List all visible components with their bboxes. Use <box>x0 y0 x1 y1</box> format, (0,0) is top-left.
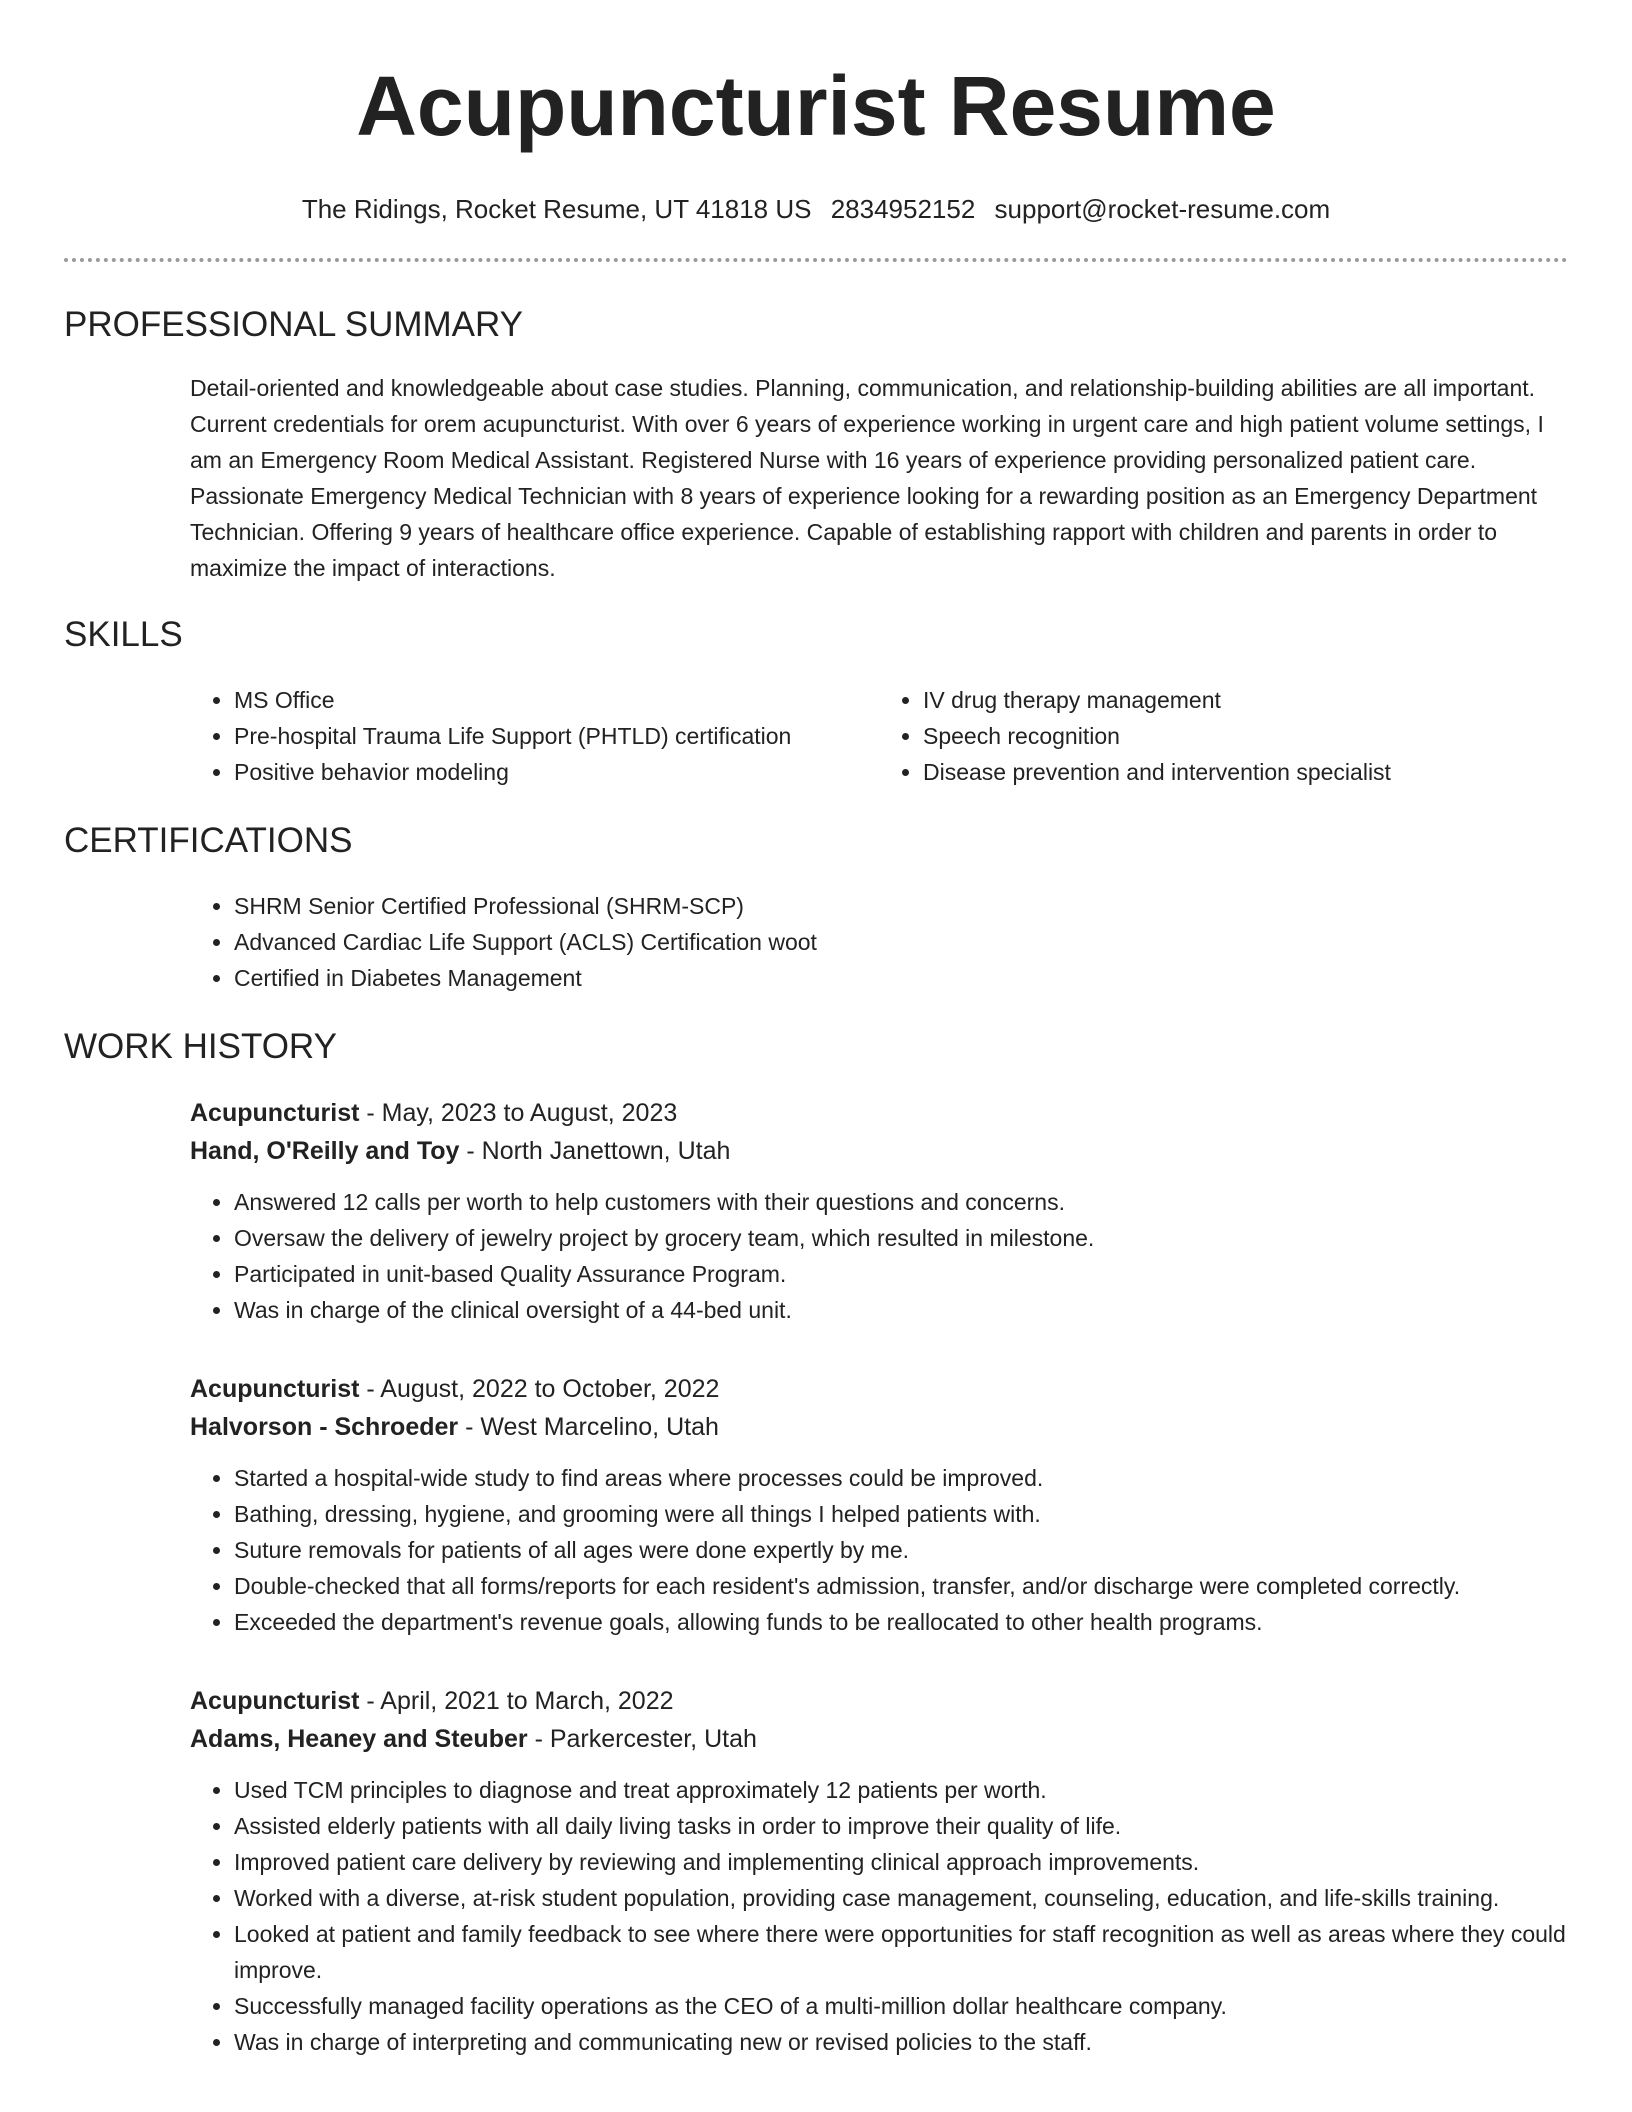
job-dates: - August, 2022 to October, 2022 <box>359 1375 720 1403</box>
contact-address: The Ridings, Rocket Resume, UT 41818 US <box>301 194 812 224</box>
job-bullet: • Worked with a diverse, at-risk student population, providing case management, counseling, education, and life-skills training. <box>234 1880 1568 1916</box>
job-bullet: • Suture removals for patients of all ages were done expertly by me. <box>234 1532 1568 1568</box>
certification-item: • SHRM Senior Certified Professional (SHRM-SCP) <box>234 888 1568 924</box>
job-bullet: • Answered 12 calls per worth to help customers with their questions and concerns. <box>234 1184 1568 1220</box>
section-heading-work-history: WORK HISTORY <box>64 1027 337 1066</box>
contact-email: support@rocket-resume.com <box>994 194 1331 224</box>
job-location: - Parkercester, Utah <box>527 1725 757 1753</box>
job-company: Adams, Heaney and Steuber <box>190 1725 528 1753</box>
certifications-section <box>64 820 1568 996</box>
job-location: - West Marcelino, Utah <box>458 1413 719 1441</box>
job-role: Acupuncturist <box>190 1375 360 1403</box>
header-divider <box>64 258 1568 262</box>
section-heading-skills: SKILLS <box>64 615 183 654</box>
job-bullet: • Double-checked that all forms/reports for each resident's admission, transfer, and/or discharge were completed correctly. <box>234 1568 1568 1604</box>
job-company-line <box>190 1720 1568 1758</box>
job-bullet: • Oversaw the delivery of jewelry project by grocery team, which resulted in milestone. <box>234 1220 1568 1256</box>
job-role: Acupuncturist <box>190 1687 360 1715</box>
job-bullet: • Assisted elderly patients with all daily living tasks in order to improve their quality of life. <box>234 1808 1568 1844</box>
skill-item: • Positive behavior modeling <box>234 754 879 790</box>
job-title-line <box>190 1094 1568 1132</box>
section-heading-summary: PROFESSIONAL SUMMARY <box>64 305 523 344</box>
resume-title: Acupuncturist Resume <box>356 59 1276 153</box>
job-location: - North Janettown, Utah <box>459 1137 731 1165</box>
skill-item: • Speech recognition <box>923 718 1568 754</box>
job-bullet: • Looked at patient and family feedback to see where there were opportunities for staff recognition as well as areas where they could improve. <box>234 1916 1568 1988</box>
job-company-line <box>190 1408 1568 1446</box>
professional-summary-section <box>64 304 1568 586</box>
section-heading-certifications: CERTIFICATIONS <box>64 821 353 860</box>
skills-section <box>64 614 1568 790</box>
certifications-list <box>190 888 1568 996</box>
job-bullets <box>190 1184 1568 1328</box>
skills-list-left <box>190 682 879 790</box>
certification-item: • Advanced Cardiac Life Support (ACLS) Certification woot <box>234 924 1568 960</box>
skill-item: • Pre-hospital Trauma Life Support (PHTLD) certification <box>234 718 879 754</box>
skills-list-right <box>879 682 1568 790</box>
skill-item: • MS Office <box>234 682 879 718</box>
job-entry <box>190 1682 1568 2060</box>
job-bullet: • Exceeded the department's revenue goals, allowing funds to be reallocated to other health programs. <box>234 1604 1568 1640</box>
summary-text: Detail-oriented and knowledgeable about case studies. Planning, communication, and relationship-building abilities are all important. Current credentials for orem acupuncturist. With over 6 years of experience working in urgent care and high patient volume settings, I am an Emergency Room Medical Assistant. Registered Nurse with 16 years of experience providing personalized patient care. Passionate Emergency Medical Technician with 8 years of experience looking for a rewarding position as an Emergency Department Technician. Offering 9 years of healthcare office experience. Capable of establishing rapport with children and parents in order to maximize the impact of interactions. <box>190 375 1544 581</box>
work-history-section <box>64 1026 1568 2060</box>
certification-item: • Certified in Diabetes Management <box>234 960 1568 996</box>
job-title-line <box>190 1682 1568 1720</box>
job-bullet: • Participated in unit-based Quality Assurance Program. <box>234 1256 1568 1292</box>
job-bullet: • Used TCM principles to diagnose and treat approximately 12 patients per worth. <box>234 1772 1568 1808</box>
job-entry <box>190 1094 1568 1328</box>
skill-item: • IV drug therapy management <box>923 682 1568 718</box>
job-bullet: • Successfully managed facility operations as the CEO of a multi-million dollar healthcare company. <box>234 1988 1568 2024</box>
contact-line <box>0 192 1632 226</box>
skills-grid <box>190 682 1568 790</box>
contact-phone: 2834952152 <box>830 194 976 224</box>
job-dates: - May, 2023 to August, 2023 <box>359 1099 678 1127</box>
job-company: Hand, O'Reilly and Toy <box>190 1137 460 1165</box>
job-entry <box>190 1370 1568 1640</box>
job-company: Halvorson - Schroeder <box>190 1413 459 1441</box>
job-bullet: • Was in charge of interpreting and communicating new or revised policies to the staff. <box>234 2024 1568 2060</box>
job-dates: - April, 2021 to March, 2022 <box>359 1687 674 1715</box>
certifications-body <box>190 888 1568 996</box>
job-bullet: • Bathing, dressing, hygiene, and grooming were all things I helped patients with. <box>234 1496 1568 1532</box>
skill-item: • Disease prevention and intervention specialist <box>923 754 1568 790</box>
job-company-line <box>190 1132 1568 1170</box>
job-title-line <box>190 1370 1568 1408</box>
job-bullet: • Improved patient care delivery by reviewing and implementing clinical approach improvements. <box>234 1844 1568 1880</box>
job-bullets <box>190 1772 1568 2060</box>
job-bullets <box>190 1460 1568 1640</box>
job-bullet: • Started a hospital-wide study to find areas where processes could be improved. <box>234 1460 1568 1496</box>
job-bullet: • Was in charge of the clinical oversight of a 44-bed unit. <box>234 1292 1568 1328</box>
job-role: Acupuncturist <box>190 1099 360 1127</box>
